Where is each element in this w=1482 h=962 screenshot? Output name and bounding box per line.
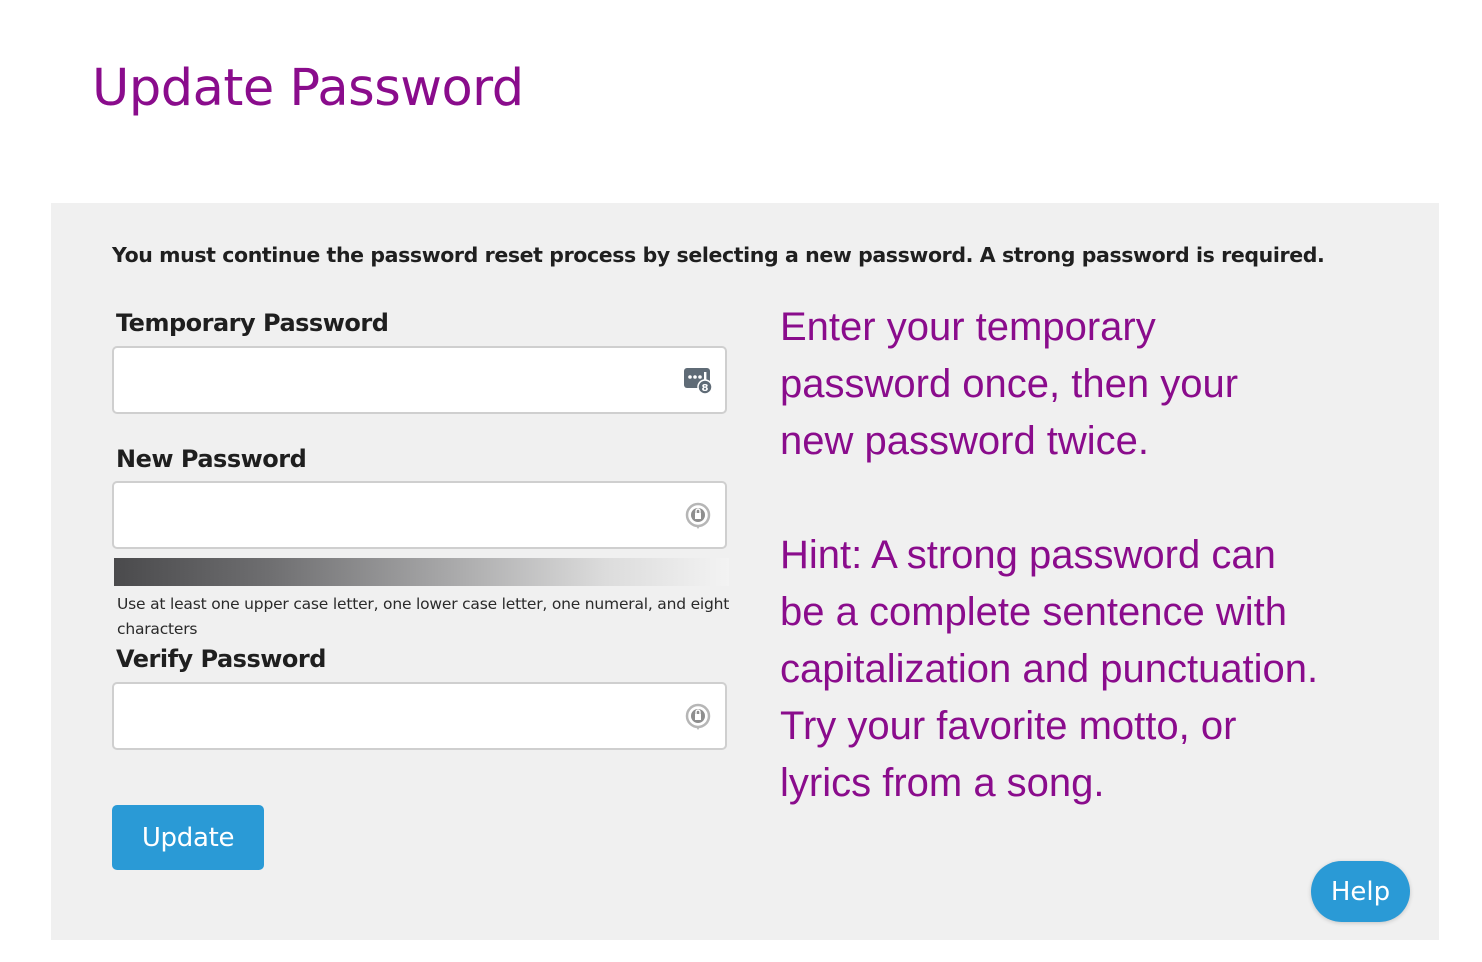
password-strength-meter: [114, 558, 729, 586]
verify-password-field[interactable]: [112, 682, 727, 750]
instructions-primary: Enter your temporary password once, then your new password twice.: [780, 305, 1239, 463]
new-password-input[interactable]: [114, 483, 725, 547]
temporary-password-label: Temporary Password: [116, 309, 389, 337]
new-password-label: New Password: [116, 445, 307, 473]
password-key-icon[interactable]: [683, 701, 713, 731]
new-password-field[interactable]: [112, 481, 727, 549]
temporary-password-input[interactable]: [114, 348, 725, 412]
page-title: Update Password: [92, 59, 524, 118]
verify-password-label: Verify Password: [116, 645, 326, 673]
password-requirements-hint: Use at least one upper case letter, one lower case letter, one numeral, and eight characters: [117, 595, 730, 638]
intro-message: You must continue the password reset process by selecting a new password. A strong password is required.: [112, 243, 1325, 267]
instructions-hint: Hint: A strong password can be a complete sentence with capitalization and punctuation. Try your favorite motto, or lyrics from a song.: [780, 533, 1319, 805]
temporary-password-field[interactable]: [112, 346, 727, 414]
update-button[interactable]: Update: [112, 805, 264, 870]
password-form-panel: [51, 203, 1439, 940]
help-button[interactable]: Help: [1311, 861, 1410, 922]
password-manager-icon[interactable]: [683, 365, 713, 395]
password-key-icon[interactable]: [683, 500, 713, 530]
verify-password-input[interactable]: [114, 684, 725, 748]
svg-text:8: 8: [701, 383, 709, 394]
